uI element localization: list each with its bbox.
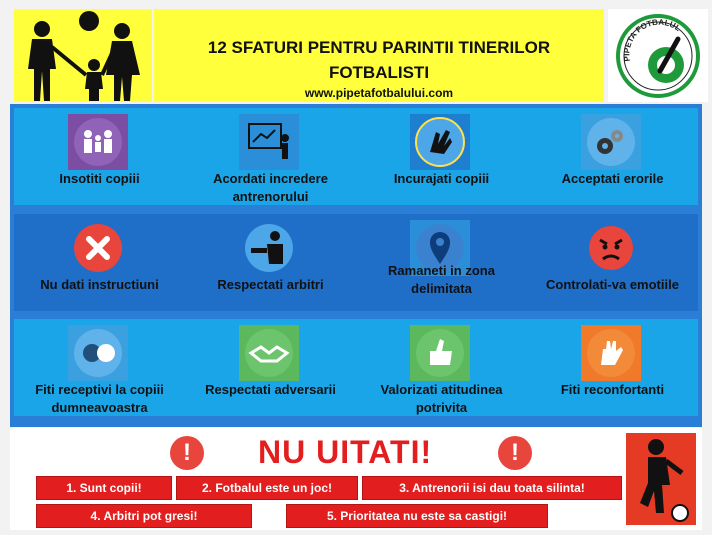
logo-text: PIPETA FOTBALUL: [622, 17, 683, 62]
thumbs-up-icon: [410, 325, 470, 381]
tip-card: [185, 108, 356, 205]
tip-label: Nu dati instructiuni: [40, 277, 159, 292]
tip-card: [14, 319, 185, 416]
tip-label: Controlati-va emotiile: [546, 277, 679, 292]
tip-label: Incurajati copiii: [393, 171, 490, 186]
tips-row-2: [14, 214, 698, 311]
reminder-item: 5. Prioritatea nu este sa castigi!: [286, 504, 548, 528]
title-line-2: FOTBALISTI: [328, 63, 430, 82]
tips-grid: [10, 104, 702, 427]
football-player-icon: [626, 433, 696, 525]
presentation-icon: [239, 114, 299, 170]
tip-card: [14, 108, 185, 205]
family-silhouette-logo: [14, 9, 152, 102]
tip-card: [14, 214, 185, 311]
tips-row-3: [14, 319, 698, 416]
tip-card: [356, 214, 527, 311]
reminder-panel: [10, 428, 702, 530]
reminder-item: 3. Antrenorii isi dau toata silinta!: [362, 476, 622, 500]
clapping-icon: [410, 114, 470, 170]
tip-label: Acceptati erorile: [561, 171, 664, 186]
warning-icon: !: [170, 436, 204, 470]
reminder-item: 1. Sunt copii!: [36, 476, 172, 500]
title-line-1: 12 SFATURI PENTRU PARINTII TINERILOR: [207, 38, 551, 57]
website-url[interactable]: www.pipetafotbalului.com: [304, 86, 454, 100]
tip-card: [527, 214, 698, 311]
page-title: [154, 35, 604, 85]
tip-card: [527, 108, 698, 205]
tip-label: Acordati incredere antrenorului: [213, 171, 328, 204]
helping-hand-icon: [581, 325, 641, 381]
handshake-icon: [239, 325, 299, 381]
tip-label: Fiti receptivi la copiii dumneavoastra: [35, 382, 164, 415]
x-icon: [68, 220, 128, 276]
header: [10, 6, 702, 102]
speech-bubbles-icon: [68, 325, 128, 381]
family-icon: [68, 114, 128, 170]
tip-card: [185, 319, 356, 416]
tip-label: Respectati arbitri: [217, 277, 324, 292]
tip-card: [356, 108, 527, 205]
tips-row-1: [14, 108, 698, 205]
warning-icon: !: [498, 436, 532, 470]
pipeta-fotbalului-logo: [608, 9, 708, 102]
reminder-item: 2. Fotbalul este un joc!: [176, 476, 358, 500]
tip-label: Fiti reconfortanti: [560, 382, 665, 397]
reminder-title: NU UITATI!: [258, 434, 433, 470]
tip-card: [185, 214, 356, 311]
tip-label: Ramaneti in zona delimitata: [388, 263, 495, 296]
referee-icon: [239, 220, 299, 276]
gears-icon: [581, 114, 641, 170]
title-banner: [154, 9, 604, 102]
tip-card: [527, 319, 698, 416]
tip-card: [356, 319, 527, 416]
angry-face-icon: [581, 220, 641, 276]
reminder-item: 4. Arbitri pot gresi!: [36, 504, 252, 528]
tip-label: Respectati adversarii: [205, 382, 336, 397]
tip-label: Insotiti copiii: [59, 171, 140, 186]
tip-label: Valorizati atitudinea potrivita: [380, 382, 503, 415]
